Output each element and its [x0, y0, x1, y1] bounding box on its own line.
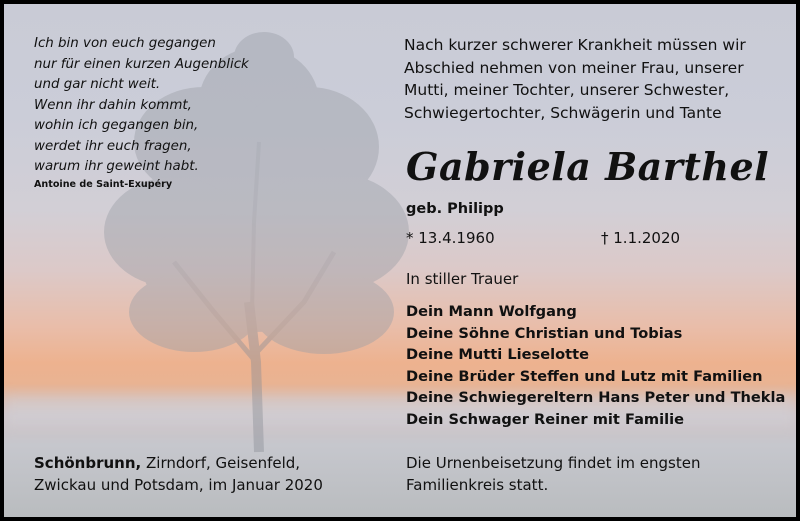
burial-notice: [406, 452, 700, 496]
mourner-line: Dein Mann Wolfgang: [406, 303, 577, 320]
mourning-heading: In stiller Trauer: [406, 270, 519, 288]
announcement-line: Nach kurzer schwerer Krankheit müssen wir: [404, 36, 746, 54]
mourner-line: Deine Schwiegereltern Hans Peter und Thekla: [406, 389, 786, 406]
place-town: Schönbrunn,: [34, 454, 142, 472]
poem-line: warum ihr geweint habt.: [34, 159, 199, 174]
mourner-line: Deine Mutti Lieselotte: [406, 346, 589, 363]
obituary-card: [4, 4, 796, 517]
birth-date: * 13.4.1960: [406, 229, 495, 247]
place-line-2: Zwickau und Potsdam, im Januar 2020: [34, 476, 323, 494]
maiden-name: geb. Philipp: [406, 201, 504, 217]
poem-line: Wenn ihr dahin kommt,: [34, 97, 192, 113]
mourner-line: Deine Brüder Steffen und Lutz mit Familien: [406, 367, 763, 385]
place-and-date: [34, 452, 323, 496]
place-other-towns: Zirndorf, Geisenfeld,: [141, 454, 301, 472]
poem-line: Ich bin von euch gegangen: [34, 36, 216, 51]
place-line-1: [34, 452, 323, 474]
burial-line: Familienkreis statt.: [406, 476, 549, 494]
announcement-line: Abschied nehmen von meiner Frau, unserer: [404, 58, 744, 77]
mourner-line: Dein Schwager Reiner mit Familie: [406, 410, 685, 428]
deceased-name: Gabriela Barthel: [406, 144, 770, 189]
poem: [34, 34, 334, 178]
poem-line: und gar nicht weit.: [34, 77, 161, 92]
mourners-list: [406, 301, 785, 430]
announcement-line: Schwiegertochter, Schwägerin und Tante: [404, 103, 722, 122]
poem-author: Antoine de Saint-Exupéry: [34, 179, 173, 190]
announcement-text: [404, 34, 784, 124]
death-date: † 1.1.2020: [601, 229, 681, 247]
announcement-line: Mutti, meiner Tochter, unserer Schwester,: [404, 81, 730, 99]
poem-line: nur für einen kurzen Augenblick: [34, 56, 249, 72]
poem-line: wohin ich gegangen bin,: [34, 118, 199, 133]
mourner-line: Deine Söhne Christian und Tobias: [406, 324, 683, 342]
burial-line: Die Urnenbeisetzung findet im engsten: [406, 454, 701, 472]
poem-line: werdet ihr euch fragen,: [34, 138, 192, 154]
